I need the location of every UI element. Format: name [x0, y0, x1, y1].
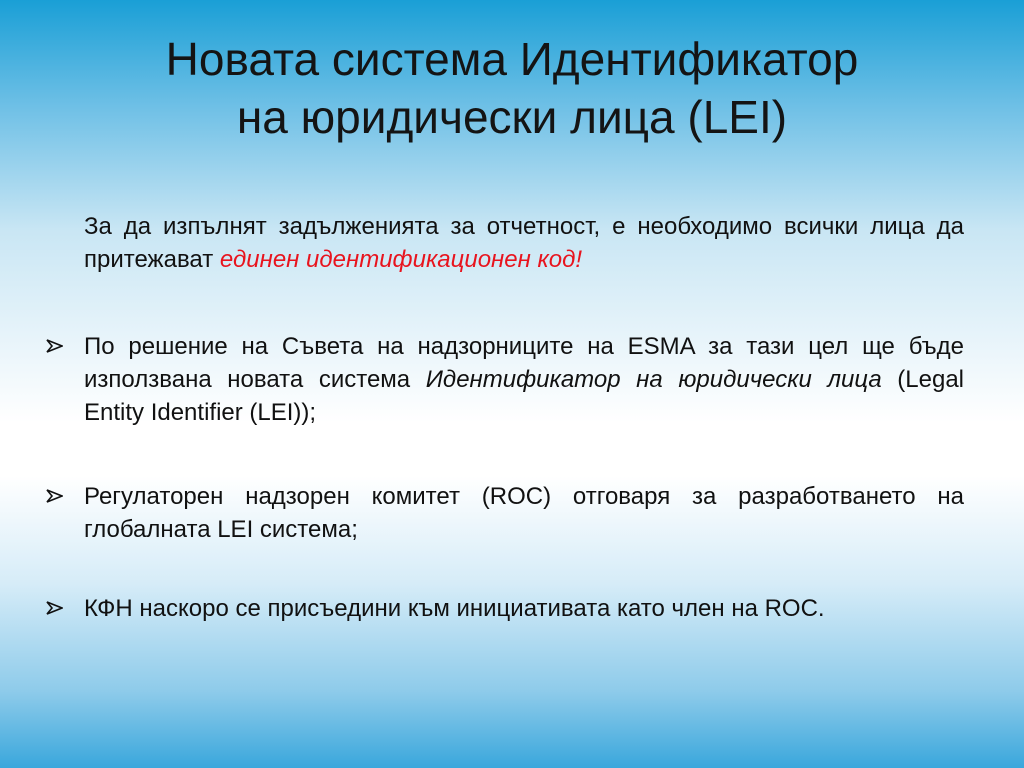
bullet-text: [84, 330, 964, 429]
bullet-item: [46, 592, 964, 625]
intro-text: За да изпълнят задълженията за отчетност, е необходимо всички лица да притежават: [84, 213, 964, 273]
slide-title: [40, 30, 984, 146]
bullet-text-part: По решение на Съвета на надзорниците на ESMA за тази цел ще бъде използвана новата система: [84, 333, 964, 393]
arrow-bullet-icon: [46, 592, 84, 625]
arrow-bullet-icon: [46, 330, 84, 429]
intro-paragraph: [84, 210, 964, 276]
bullet-italic-term: Идентификатор на юридически лица: [425, 366, 882, 393]
intro-highlight: единен идентификационен код!: [219, 246, 583, 273]
title-line-2: на юридически лица (LEI): [236, 91, 788, 143]
bullet-text-part: (Legal Entity Identifier (LEI));: [84, 366, 965, 426]
bullet-item: [46, 330, 964, 429]
arrow-bullet-icon: [46, 480, 84, 546]
bullet-item: [46, 480, 964, 546]
bullet-text: Регулаторен надзорен комитет (ROC) отговаря за разработването на глобалната LEI система;: [84, 483, 964, 543]
title-line-1: Новата система Идентификатор: [165, 33, 859, 85]
bullet-text: КФН наскоро се присъедини към инициативата като член на ROC.: [84, 595, 825, 622]
